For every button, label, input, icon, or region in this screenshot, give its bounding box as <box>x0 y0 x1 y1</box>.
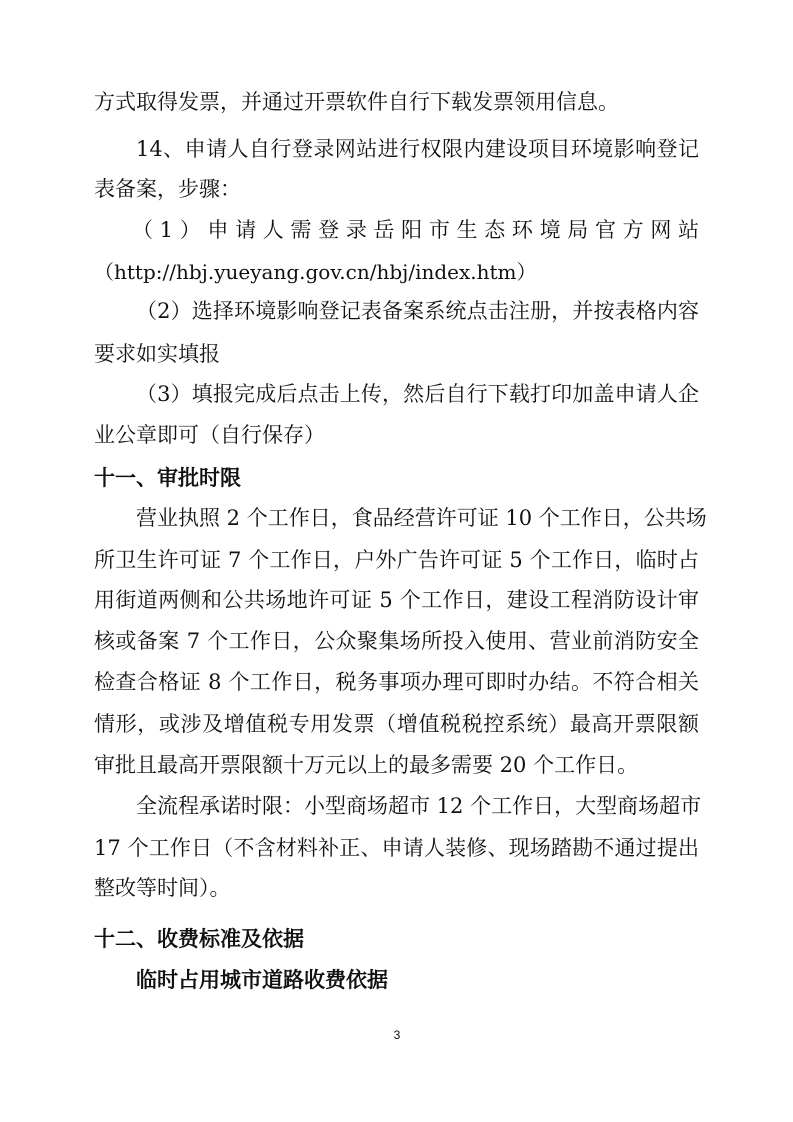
text-line: 要求如实填报 <box>94 342 220 366</box>
sub-heading: 临时占用城市道路收费依据 <box>136 968 388 992</box>
text-line: 情形，或涉及增值税专用发票（增值税税控系统）最高开票限额 <box>94 712 699 736</box>
text-line: 所卫生许可证 7 个工作日，户外广告许可证 5 个工作日，临时占 <box>94 548 699 572</box>
text-line: 全流程承诺时限：小型商场超市 12 个工作日，大型商场超市 <box>136 794 702 818</box>
text-line: 营业执照 2 个工作日，食品经营许可证 10 个工作日，公共场 <box>136 506 707 530</box>
section-heading-11: 十一、审批时限 <box>94 466 241 490</box>
text-line: （3）填报完成后点击上传，然后自行下载打印加盖申请人企 <box>136 382 699 406</box>
text-line: 整改等时间）。 <box>94 876 231 900</box>
text-line: 检查合格证 8 个工作日，税务事项办理可即时办结。不符合相关 <box>94 670 699 694</box>
text-line: 业公章即可（自行保存） <box>94 423 325 447</box>
section-heading-12: 十二、收费标准及依据 <box>94 927 304 951</box>
text-line: 用街道两侧和公共场地许可证 5 个工作日，建设工程消防设计审 <box>94 588 699 612</box>
text-line: （1）申请人需登录岳阳市生态环境局官方网站 <box>132 218 699 242</box>
text-line: （http://hbj.yueyang.gov.cn/hbj/index.htm） <box>94 260 537 284</box>
text-line: 14、申请人自行登录网站进行权限内建设项目环境影响登记 <box>136 137 699 161</box>
text-line: 表备案，步骤： <box>94 177 241 201</box>
page-number: 3 <box>393 1028 401 1042</box>
text-line: 17 个工作日（不含材料补正、申请人装修、现场踏勘不通过提出 <box>94 836 699 860</box>
text-line: 审批且最高开票限额十万元以上的最多需要 20 个工作日。 <box>94 753 639 777</box>
text-line: （2）选择环境影响登记表备案系统点击注册，并按表格内容 <box>136 299 699 323</box>
text-line: 核或备案 7 个工作日，公众聚集场所投入使用、营业前消防安全 <box>94 629 699 653</box>
text-line: 方式取得发票，并通过开票软件自行下载发票领用信息。 <box>94 90 619 114</box>
